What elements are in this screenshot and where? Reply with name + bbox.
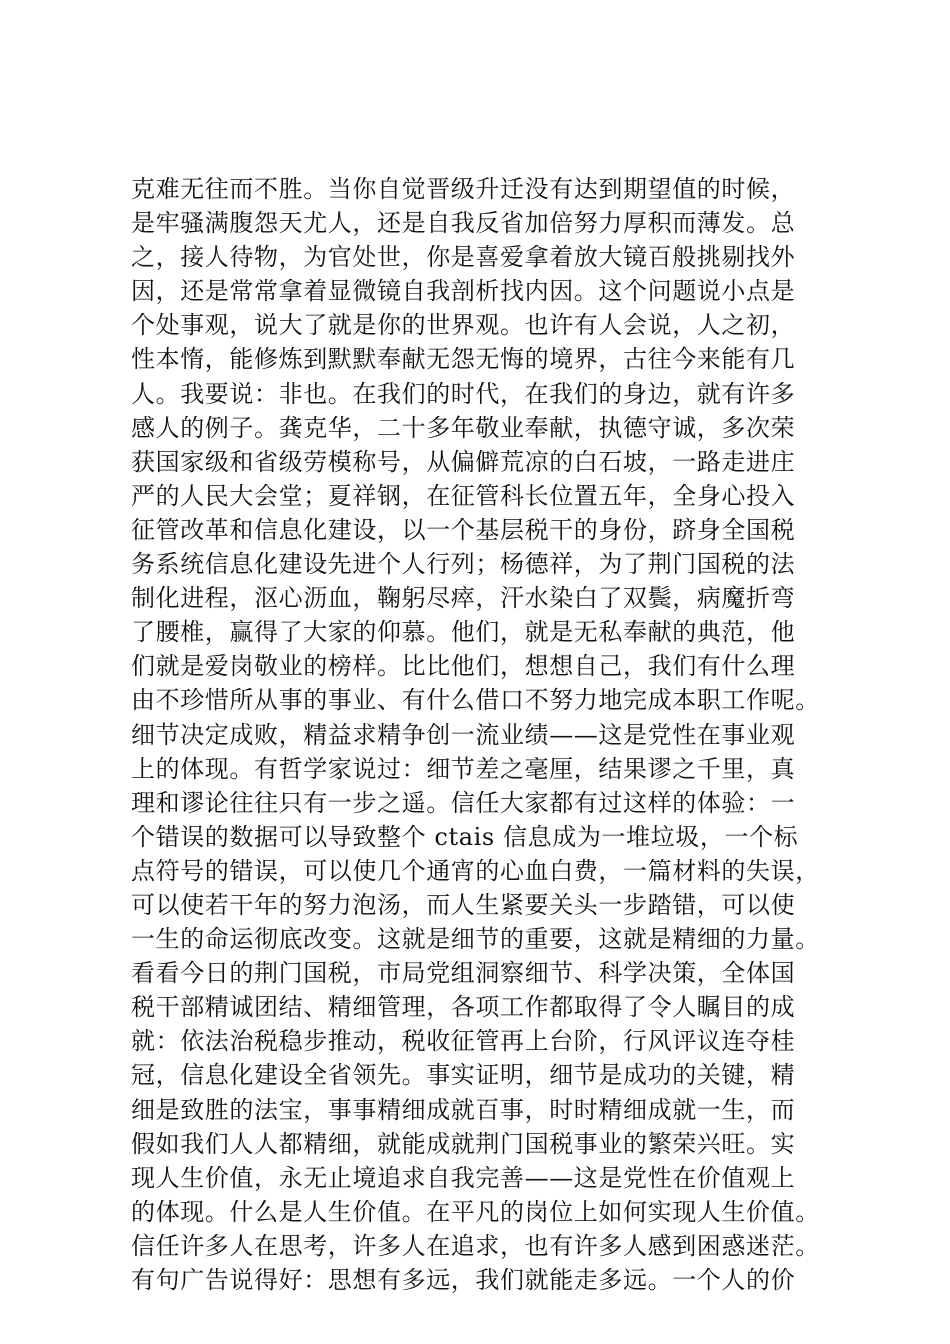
text-line: 有句广告说得好：思想有多远，我们就能走多远。一个人的价 [131,1266,796,1294]
text-line: 制化进程，沤心沥血，鞠躬尽瘁，汗水染白了双鬓，病魔折弯 [131,584,796,613]
text-line: 性本惰，能修炼到默默奉献无怨无悔的境界，古往今来能有几 [131,345,796,374]
text-line: 因，还是常常拿着显微镜自我剖析找内因。这个问题说小点是 [131,277,796,306]
text-line: 严的人民大会堂；夏祥钢，在征管科长位置五年，全身心投入 [131,481,796,510]
text-line: 现人生价值，永无止境追求自我完善——这是党性在价值观上 [131,1163,796,1192]
text-line: 就：依法治税稳步推动，税收征管再上台阶，行风评议连夺桂 [131,1027,796,1056]
text-line: 的体现。什么是人生价值。在平凡的岗位上如何实现人生价值。 [131,1197,820,1226]
text-line: 理和谬论往往只有一步之遥。信任大家都有过这样的体验：一 [131,788,796,817]
text-line: 看看今日的荆门国税，市局党组洞察细节、科学决策，全体国 [131,959,796,988]
text-line: 务系统信息化建设先进个人行列；杨德祥，为了荆门国税的法 [131,550,796,579]
text-line: 细节决定成败，精益求精争创一流业绩——这是党性在事业观 [131,720,796,749]
text-line: 由不珍惜所从事的事业、有什么借口不努力地完成本职工作呢。 [131,686,820,715]
body-text [131,172,836,1297]
text-line: 是牢骚满腹怨天尤人，还是自我反省加倍努力厚积而薄发。总 [131,209,796,238]
text-line: 税干部精诚团结、精细管理，各项工作都取得了令人瞩目的成 [131,993,796,1022]
text-line: 克难无往而不胜。当你自觉晋级升迁没有达到期望值的时候， [131,175,796,203]
text-line: 征管改革和信息化建设，以一个基层税干的身份，跻身全国税 [131,515,796,544]
text-line: 获国家级和省级劳模称号，从偏僻荒凉的白石坡，一路走进庄 [131,447,796,476]
text-line: 个错误的数据可以导致整个 ctais 信息成为一堆垃圾，一个标 [131,822,799,851]
text-line: 假如我们人人都精细，就能成就荆门国税事业的繁荣兴旺。实 [131,1129,796,1158]
text-line: 信任许多人在思考，许多人在追求，也有许多人感到困惑迷茫。 [131,1231,820,1260]
text-line: 上的体现。有哲学家说过：细节差之毫厘，结果谬之千里，真 [131,754,796,783]
text-line: 可以使若干年的努力泡汤，而人生紧要关头一步踏错，可以使 [131,890,796,919]
text-line: 之，接人待物，为官处世，你是喜爱拿着放大镜百般挑剔找外 [131,243,796,272]
text-line: 细是致胜的法宝，事事精细成就百事，时时精细成就一生，而 [131,1095,796,1124]
text-line: 点符号的错误，可以使几个通宵的心血白费，一篇材料的失误， [131,856,820,885]
text-line: 人。我要说：非也。在我们的时代，在我们的身边，就有许多 [131,379,796,408]
text-line: 一生的命运彻底改变。这就是细节的重要，这就是精细的力量。 [131,925,820,954]
text-line: 冠，信息化建设全省领先。事实证明，细节是成功的关键，精 [131,1061,796,1090]
text-line: 们就是爱岗敬业的榜样。比比他们，想想自己，我们有什么理 [131,652,796,681]
text-line: 感人的例子。龚克华，二十多年敬业奉献，执德守诚，多次荣 [131,413,796,442]
text-line: 个处事观，说大了就是你的世界观。也许有人会说，人之初， [131,311,796,340]
text-line: 了腰椎，赢得了大家的仰慕。他们，就是无私奉献的典范，他 [131,618,796,647]
